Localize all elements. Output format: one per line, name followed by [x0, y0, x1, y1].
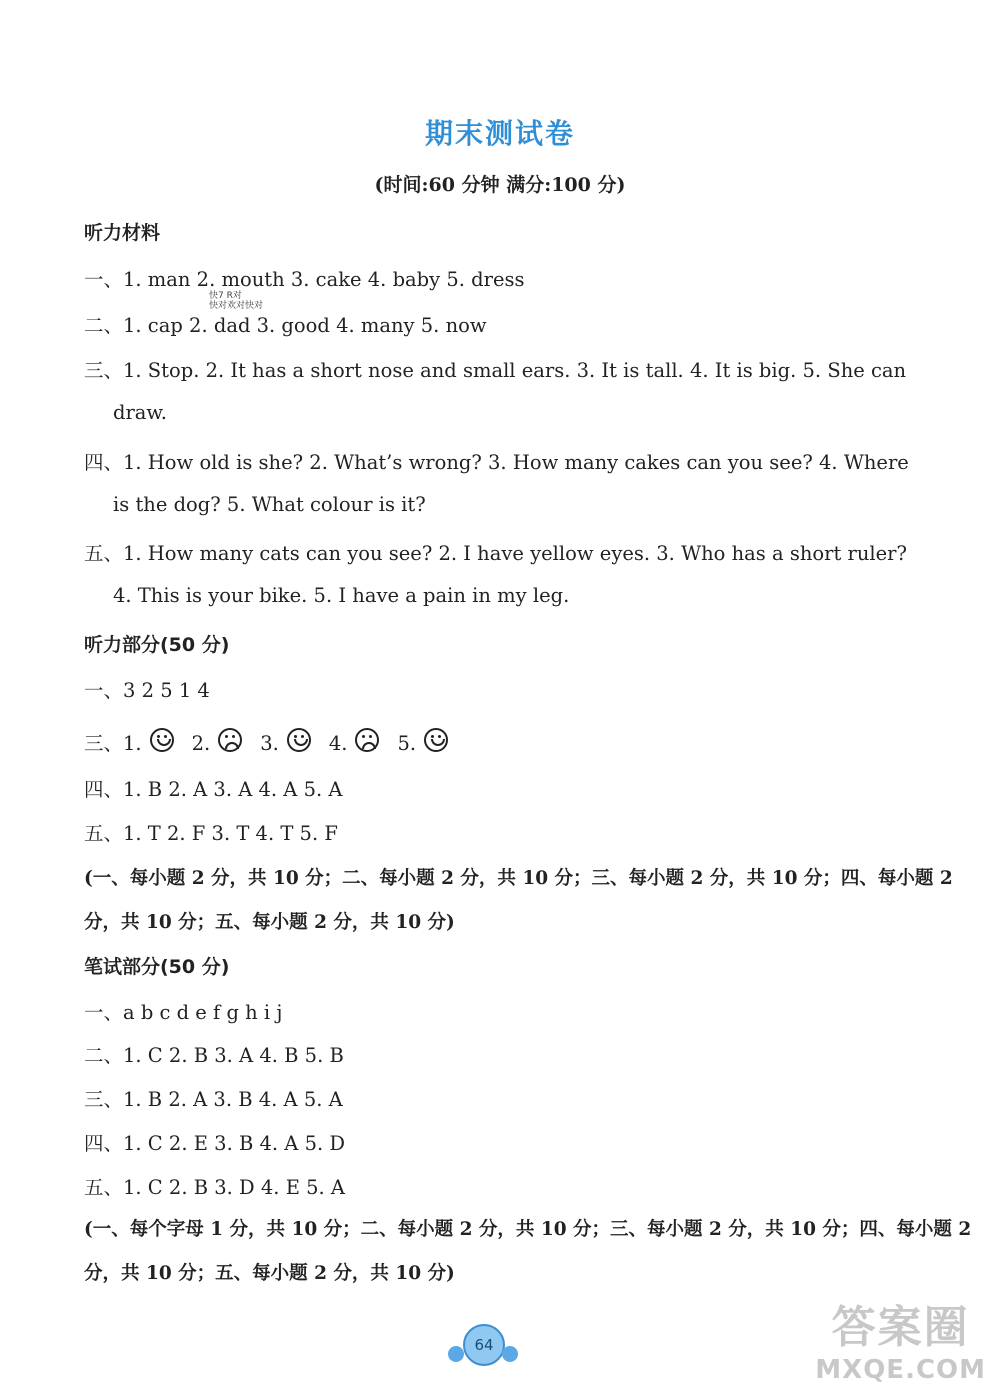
sad-face-icon	[355, 728, 379, 752]
material-section-2: 二、1. cap 2. dad 3. good 4. many 5. now	[84, 314, 487, 337]
written-scoring-note-cont: 分，共 10 分；五、每小题 2 分，共 10 分)	[84, 1263, 455, 1284]
page-number: 64	[463, 1324, 505, 1366]
listening-answer-5: 五、1. T 2. F 3. T 4. T 5. F	[84, 822, 338, 845]
answer-num: 1.	[123, 732, 142, 755]
written-answer-4: 四、1. C 2. E 3. B 4. A 5. D	[84, 1132, 346, 1155]
decor-dot-icon	[448, 1346, 464, 1362]
page-number-badge	[448, 1324, 518, 1364]
sad-face-icon	[218, 728, 242, 752]
listening-answer-3	[84, 728, 466, 756]
material-section-1: 一、1. man 2. mouth 3. cake 4. baby 5. dress	[84, 268, 525, 291]
watermark-url: MXQE.COM	[815, 1355, 986, 1385]
written-answer-3: 三、1. B 2. A 3. B 4. A 5. A	[84, 1088, 343, 1111]
material-section-3-cont: draw.	[113, 401, 168, 424]
answer-prefix: 三、	[84, 732, 124, 755]
handwritten-scribble: 快7 R对 快对欢对快对	[209, 291, 264, 311]
listening-scoring-note: (一、每小题 2 分，共 10 分；二、每小题 2 分，共 10 分；三、每小题 2 分，共 10 分；四、每小题 2	[84, 868, 953, 889]
written-answer-2: 二、1. C 2. B 3. A 4. B 5. B	[84, 1044, 344, 1067]
material-section-3: 三、1. Stop. 2. It has a short nose and small ears. 3. It is tall. 4. It is big. 5. She can	[84, 359, 907, 382]
page-title: 期末测试卷	[424, 117, 575, 150]
listening-answer-4: 四、1. B 2. A 3. A 4. A 5. A	[84, 778, 343, 801]
smile-face-icon	[287, 728, 311, 752]
answer-num: 5.	[397, 732, 417, 755]
answer-num: 2.	[191, 732, 211, 755]
watermark-logo-text: 答案圈	[831, 1302, 970, 1353]
material-section-5-cont: 4. This is your bike. 5. I have a pain in my leg.	[113, 584, 570, 607]
exam-time-score: (时间:60 分钟 满分:100 分)	[374, 174, 626, 196]
listening-answer-1: 一、3 2 5 1 4	[84, 679, 210, 702]
written-scoring-note: (一、每个字母 1 分，共 10 分；二、每小题 2 分，共 10 分；三、每小题 2 分，共 10 分；四、每小题 2	[84, 1219, 972, 1240]
written-answer-1: 一、a b c d e f g h i j	[84, 1001, 283, 1024]
watermark	[815, 1291, 986, 1385]
written-part-heading: 笔试部分(50 分)	[84, 956, 230, 978]
smile-face-icon	[424, 728, 448, 752]
answer-num: 3.	[260, 732, 279, 755]
listening-scoring-note-cont: 分，共 10 分；五、每小题 2 分，共 10 分)	[84, 912, 455, 933]
decor-dot-icon	[502, 1346, 518, 1362]
listening-part-heading: 听力部分(50 分)	[84, 634, 230, 656]
material-section-5: 五、1. How many cats can you see? 2. I have yellow eyes. 3. Who has a short ruler?	[84, 542, 907, 565]
smile-face-icon	[150, 728, 174, 752]
listening-material-heading: 听力材料	[84, 222, 161, 244]
material-section-4: 四、1. How old is she? 2. What’s wrong? 3. How many cakes can you see? 4. Where	[84, 451, 909, 474]
written-answer-5: 五、1. C 2. B 3. D 4. E 5. A	[84, 1176, 346, 1199]
answer-num: 4.	[328, 732, 348, 755]
material-section-4-cont: is the dog? 5. What colour is it?	[113, 493, 426, 516]
